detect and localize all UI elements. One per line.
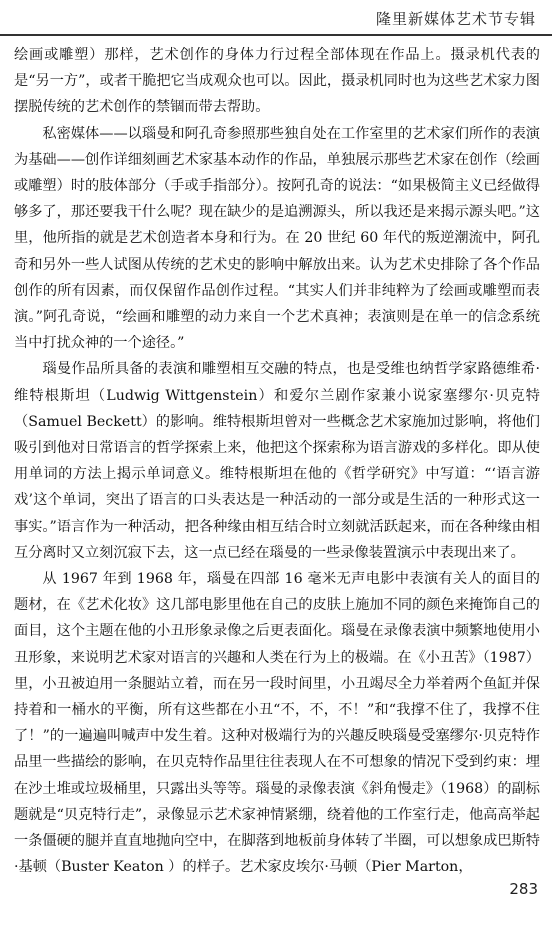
paragraph: 瑙曼作品所具备的表演和雕塑相互交融的特点，也是受维也纳哲学家路德维希·维特根斯坦（Ludwig Wittgenstein）和爱尔兰剧作家兼小说家塞缪尔·贝克特（Samuel Beckett）的影响。维特根斯坦曾对一些概念艺术家施加过影响，将他们吸引到他对日常语言的哲学探索上来，他把这个探索称为语言游戏的多样化。即从使用单词的方法上揭示单词意义。维特根斯坦在他的《哲学研究》中写道：“‘语言游戏’这个单词，突出了语言的口头表达是一种活动的一部分或是生活的一种形式这一事实。”语言作为一种活动，把各种缘由相互结合时立刻就活跃起来，而在各种缘由相互分离时又立刻沉寂下去，这一点已经在瑙曼的一些录像装置演示中表现出来了。 [14,361,540,561]
paragraph: 私密媒体——以瑙曼和阿孔奇参照那些独自处在工作室里的艺术家们所作的表演为基础——创作详细刻画艺术家基本动作的作品，单独展示那些艺术家在创作（绘画或雕塑）时的肢体部分（手或手指部分）。按阿孔奇的说法：“如果极简主义已经做得够多了，那还要我干什么呢？现在缺少的是追溯源头，所以我还是来揭示源头吧。”这里，他所指的就是艺术创造者本身和行为。在 20 世纪 60 年代的叛逆潮流中，阿孔奇和另外一些人试图从传统的艺术史的影响中解放出来。认为艺术史排除了各个作品创作的所有因素，而仅保留作品创作过程。“其实人们并非纯粹为了绘画或雕塑而表演。”阿孔奇说，“绘画和雕塑的动力来自一个艺术真神；表演则是在单一的信念系统当中打扰众神的一个途径。” [14,125,540,352]
body-text [14,42,540,881]
header-divider [0,34,552,36]
running-header-title: 隆里新媒体艺术节专辑 [375,10,536,28]
paragraph: 从 1967 年到 1968 年，瑙曼在四部 16 毫米无声电影中表演有关人的面目的题材，在《艺术化妆》这几部电影里他在自己的皮肤上施加不同的颜色来掩饰自己的面目，这个主题在他的小丑形象录像之后更表面化。瑙曼在录像表演中频繁地使用小丑形象，来说明艺术家对语言的兴趣和人类在行为上的极端。在《小丑苦》（1987）里，小丑被迫用一条腿站立着，而在另一段时间里，小丑竭尽全力举着两个鱼缸并保持着和一桶水的平衡，所有这些都在小丑“不，不，不！”和“我撑不住了，我撑不住了！”的一遍遍叫喊声中发生着。这种对极端行为的兴趣反映瑙曼受塞缪尔·贝克特作品里一些描绘的影响，在贝克特作品里往往表现人在不可想象的情况下受到约束：埋在沙土堆或垃圾桶里，只露出头等等。瑙曼的录像表演《斜角慢走》（1968）的副标题就是“贝克特行走”，录像显示艺术家神情紧绷，绕着他的工作室行走，他高高举起一条僵硬的腿并直直地抛向空中，在脚落到地板前身体转了半圈，可以想象成巴斯特·基顿（Buster Keaton ）的样子。艺术家皮埃尔·马顿（Pier Marton， [14,571,540,876]
paragraph: 绘画或雕塑）那样，艺术创作的身体力行过程全部体现在作品上。摄录机代表的是“另一方”，或者干脆把它当成观众也可以。因此，摄录机同时也为这些艺术家力图摆脱传统的艺术创作的禁锢而带去帮助。 [14,47,540,116]
page-number: 283 [509,880,538,898]
running-header [0,0,552,36]
